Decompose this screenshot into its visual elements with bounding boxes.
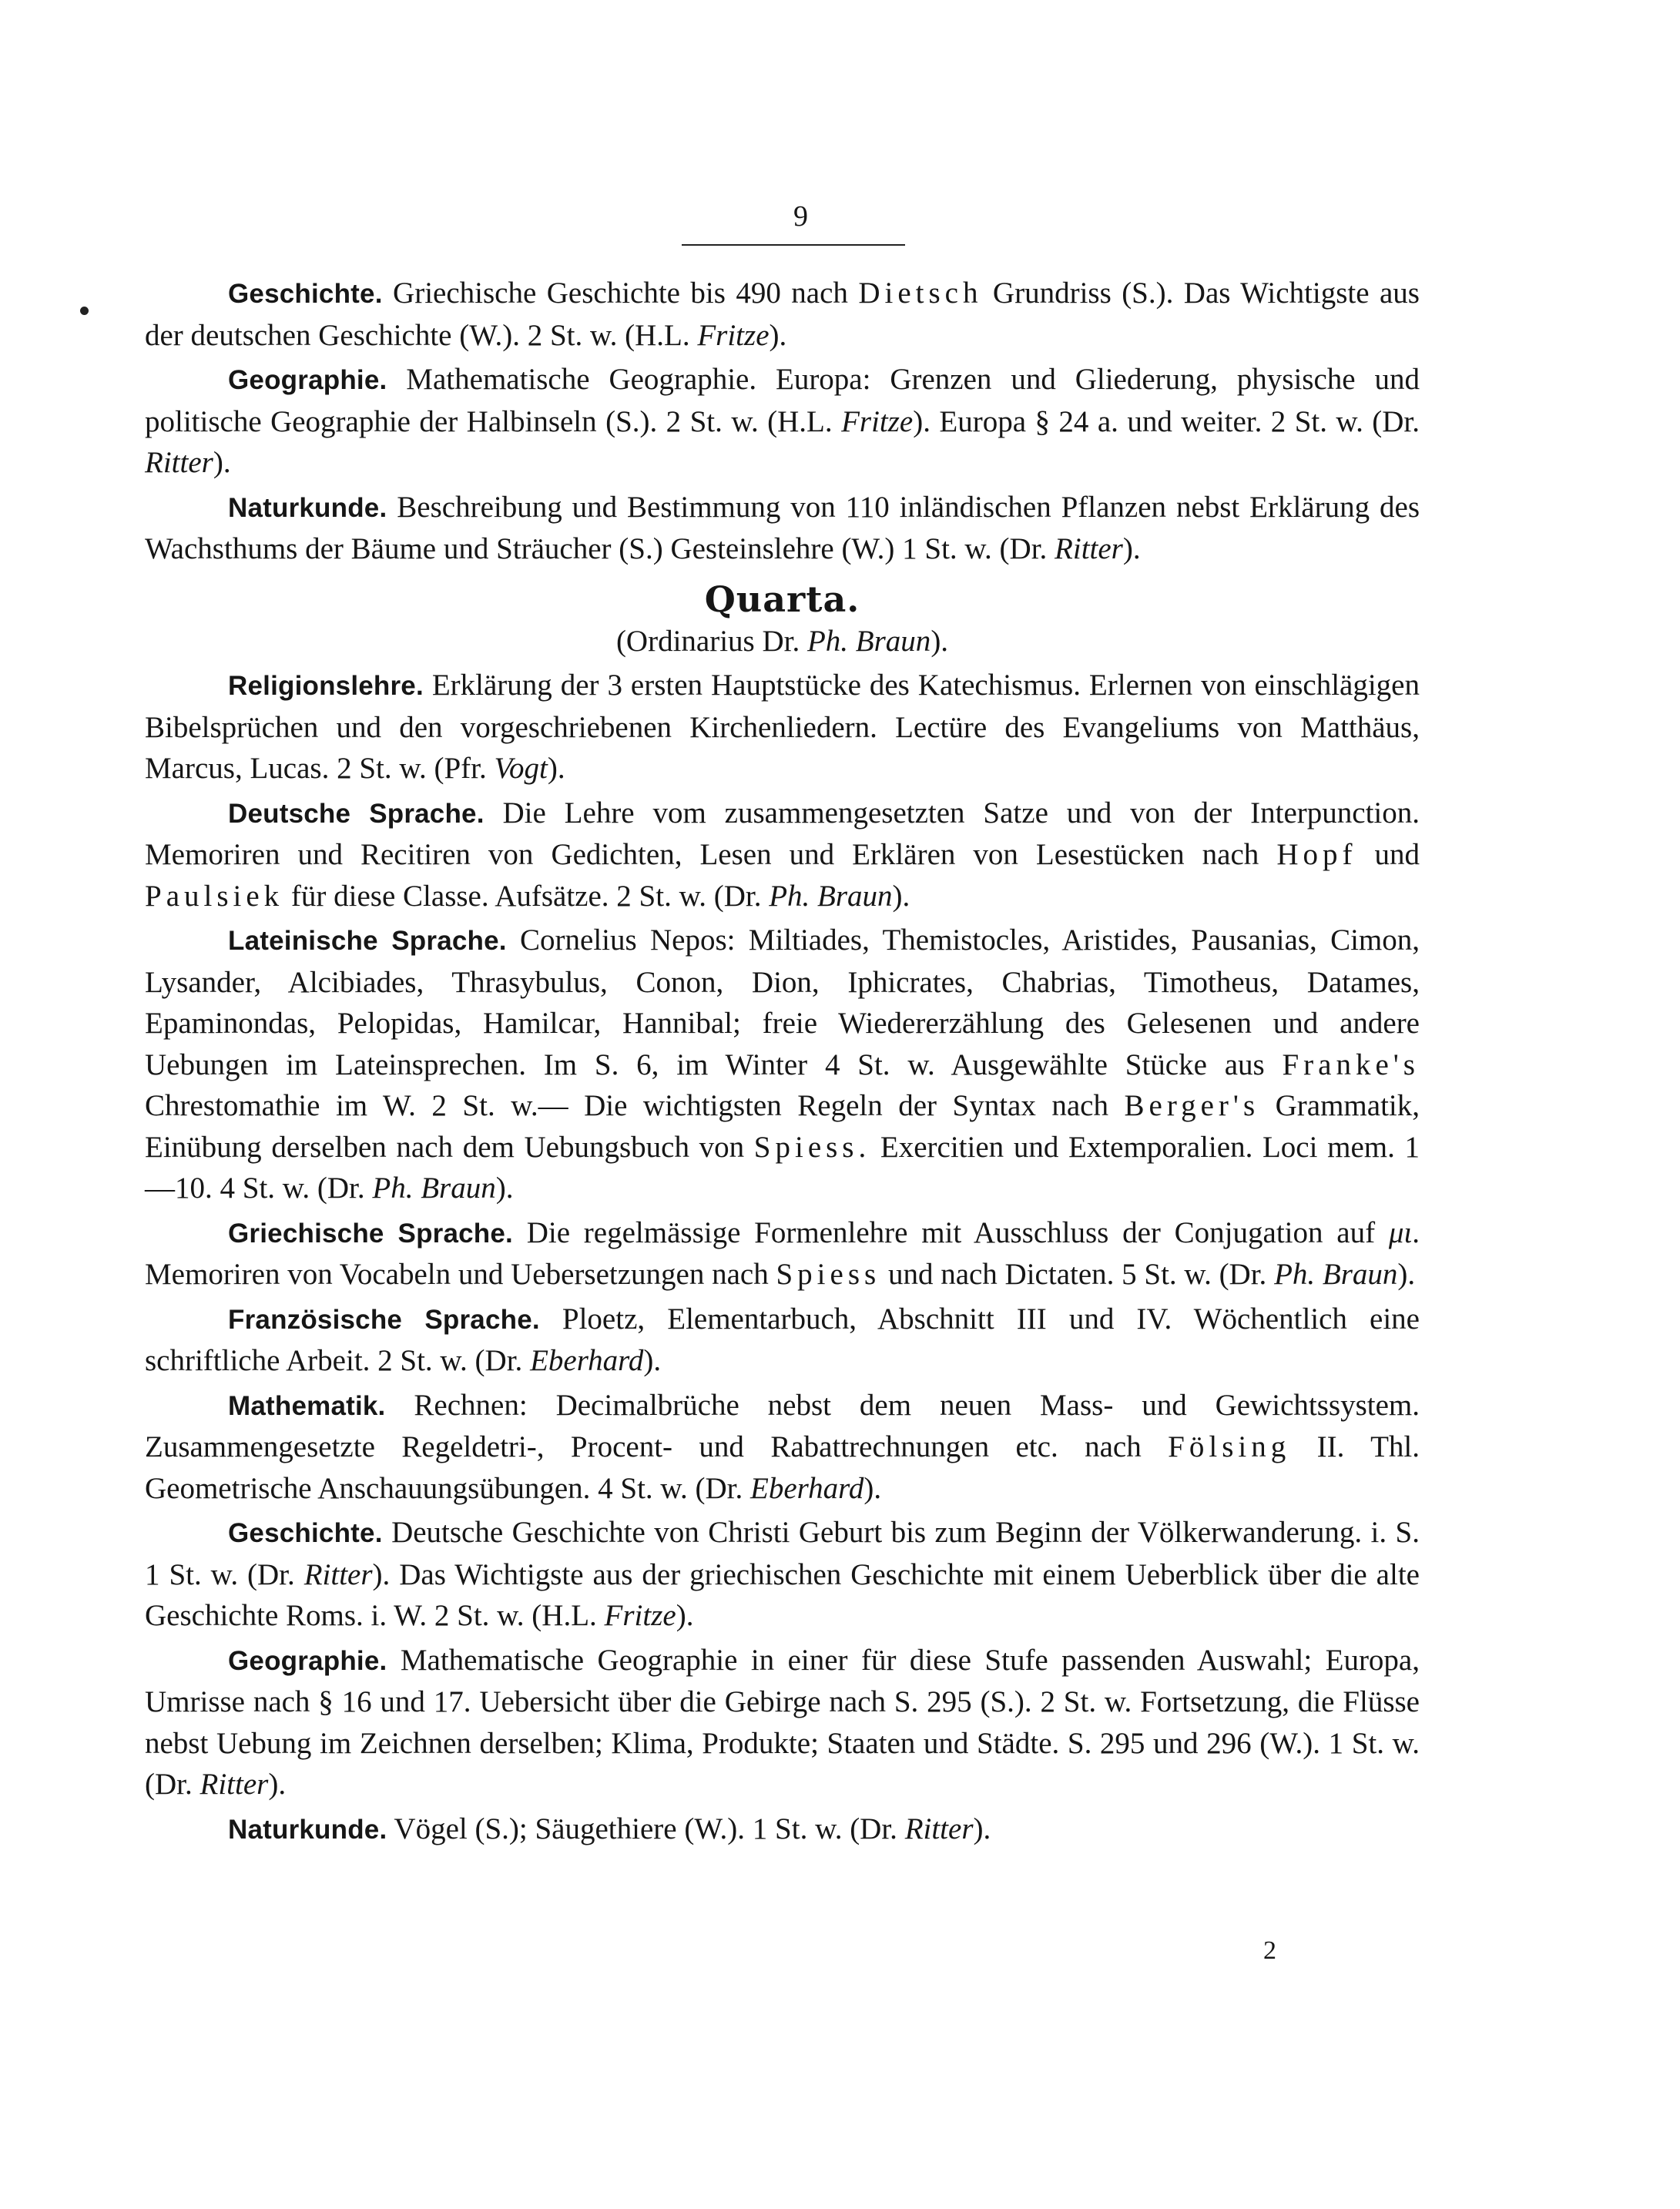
paragraph-mathematik — [145, 1385, 1420, 1510]
paragraph-text: ). — [863, 1471, 882, 1505]
paragraph-griechische-sprache — [145, 1212, 1420, 1296]
subject-heading: Griechische Sprache. — [228, 1218, 513, 1249]
teacher-name: Vogt — [494, 752, 548, 785]
paragraph-text: Grundriss (S.). Das Wichtigste aus der deutschen Geschichte (W.). 2 St. w. (H.L. — [145, 277, 1420, 352]
teacher-name: Eberhard — [530, 1344, 644, 1377]
teacher-name: Ritter — [1055, 532, 1123, 565]
page-content — [145, 273, 1420, 1850]
author-name: Berger's — [1124, 1089, 1260, 1122]
paragraph-text: Erklärung der 3 ersten Hauptstücke des Katechismus. Erlernen von einschlägigen Bibelsprüchen und den vorgeschriebenen Kirchenliedern. Lectüre des Evangeliums von Matthäus, Marcus, Lucas. 2 St. w. (Pfr. — [145, 669, 1420, 785]
ordinarius-text: (Ordinarius Dr. — [615, 624, 807, 658]
paragraph-geographie-upper — [145, 359, 1420, 484]
paragraph-text: Grammatik, Einübung derselben nach dem Uebungsbuch von — [145, 1089, 1420, 1164]
paragraph-text: Deutsche Geschichte von Christi Geburt bis zum Beginn der Völkerwanderung. i. S. 1 St. w. (Dr. — [145, 1516, 1420, 1591]
subject-heading: Geographie. — [228, 1645, 387, 1676]
subject-heading: Französische Sprache. — [228, 1304, 540, 1335]
paragraph-text: ). Europa § 24 a. und weiter. 2 St. w. (Dr. — [913, 404, 1420, 438]
author-name: Dietsch — [858, 277, 983, 310]
paragraph-naturkunde-quarta — [145, 1808, 1420, 1851]
paragraph-text: Exercitien und Extemporalien. Loci mem. 1—10. 4 St. w. (Dr. — [145, 1130, 1420, 1205]
teacher-name: Ph. Braun — [1274, 1258, 1398, 1291]
author-name: Franke's — [1282, 1048, 1420, 1081]
subject-heading: Lateinische Sprache. — [228, 926, 507, 956]
author-name: Spiess — [776, 1258, 881, 1291]
author-name: Fölsing — [1168, 1430, 1291, 1463]
paragraph-text: Vögel (S.); Säugethiere (W.). 1 St. w. (Dr. — [387, 1812, 905, 1845]
paragraph-text: ). — [892, 879, 910, 913]
subject-heading: Naturkunde. — [228, 492, 387, 523]
subject-heading: Geschichte. — [228, 279, 383, 309]
paragraph-text: ). — [643, 1344, 662, 1377]
teacher-name: Fritze — [697, 318, 770, 352]
paragraph-text: ). — [1122, 532, 1141, 565]
teacher-name: Fritze — [604, 1599, 676, 1632]
teacher-name: Ritter — [904, 1812, 974, 1845]
teacher-name: Ph. Braun — [769, 879, 893, 913]
page-number: 9 — [793, 200, 808, 233]
paragraph-text: . Memoriren von Vocabeln und Uebersetzungen nach — [145, 1215, 1420, 1291]
paragraph-religionslehre — [145, 665, 1420, 789]
subject-heading: Deutsche Sprache. — [228, 798, 485, 829]
subject-heading: Mathematik. — [228, 1390, 386, 1421]
paragraph-geschichte-upper — [145, 273, 1420, 356]
paragraph-text: Rechnen: Decimalbrüche nebst dem neuen Mass- und Gewichtssystem. Zusammengesetzte Regeldetri-, Procent- und Rabattrechnungen etc. nach — [145, 1388, 1420, 1463]
header-rule — [682, 244, 905, 246]
section-ordinarius — [145, 621, 1420, 662]
paragraph-text: Cornelius Nepos: Miltiades, Themistocles, Aristides, Pausanias, Cimon, Lysander, Alcibiades, Thrasybulus, Conon, Dion, Iphicrates, Chabrias, Timotheus, Datames, Epaminondas, Pelopidas, Hamilcar, Hannibal; freie Wiedererzählung des Gelesenen und andere Uebungen im Lateinsprechen. Im S. 6, im Winter 4 St. w. Ausgewählte Stücke aus — [145, 923, 1420, 1081]
paragraph-text: ). — [1397, 1258, 1416, 1291]
paragraph-text: ). — [973, 1812, 991, 1845]
paragraph-text: Chrestomathie im W. 2 St. w.— Die wichtigsten Regeln der Syntax nach — [145, 1089, 1125, 1122]
subject-heading: Naturkunde. — [228, 1814, 387, 1845]
margin-dot — [80, 307, 89, 315]
paragraph-text: Griechische Geschichte bis 490 nach — [382, 277, 859, 310]
author-name: Spiess. — [753, 1130, 871, 1164]
ordinarius-text: ). — [931, 624, 949, 658]
teacher-name: Ritter — [303, 1557, 373, 1591]
teacher-name: Ritter — [145, 446, 213, 479]
paragraph-text: und nach Dictaten. 5 St. w. (Dr. — [880, 1258, 1275, 1291]
teacher-name: Ph. Braun — [372, 1172, 496, 1205]
paragraph-text: und — [1356, 838, 1420, 871]
section-title: Quarta. — [704, 578, 860, 620]
paragraph-text: Die Lehre vom zusammengesetzten Satze und von der Interpunction. Memoriren und Recitiren von Gedichten, Lesen und Erklären von Lesestücken nach — [145, 796, 1420, 871]
paragraph-text: ). — [547, 752, 565, 785]
subject-heading: Geschichte. — [228, 1518, 383, 1548]
paragraph-text: ). — [676, 1599, 694, 1632]
paragraph-text: ). — [268, 1768, 287, 1801]
paragraph-geschichte-quarta — [145, 1512, 1420, 1637]
paragraph-text: Ploetz, Elementarbuch, Abschnitt III und IV. Wöchentlich eine schriftliche Arbeit. 2 St. w. (Dr. — [145, 1302, 1420, 1377]
greek-term: μι — [1388, 1215, 1413, 1249]
paragraph-text: Mathematische Geographie. Europa: Grenzen und Gliederung, physische und politische Geographie der Halbinseln (S.). 2 St. w. (H.L. — [145, 363, 1420, 438]
paragraph-naturkunde-upper — [145, 487, 1420, 570]
paragraph-text: ). — [213, 446, 231, 479]
paragraph-text: ). — [495, 1172, 514, 1205]
teacher-name: Ritter — [200, 1768, 269, 1801]
paragraph-text: Die regelmässige Formenlehre mit Ausschluss der Conjugation auf — [512, 1215, 1389, 1249]
author-name: Paulsiek — [145, 879, 284, 913]
paragraph-deutsche-sprache — [145, 793, 1420, 917]
teacher-name: Fritze — [841, 404, 914, 438]
paragraph-geographie-quarta — [145, 1640, 1420, 1805]
paragraph-lateinische-sprache — [145, 920, 1420, 1209]
paragraph-franzoesische-sprache — [145, 1299, 1420, 1382]
subject-heading: Religionslehre. — [228, 671, 424, 701]
paragraph-text: ). — [769, 318, 787, 352]
subject-heading: Geographie. — [228, 365, 387, 395]
paragraph-text: II. Thl. Geometrische Anschauungsübungen. 4 St. w. (Dr. — [145, 1430, 1420, 1505]
teacher-name: Eberhard — [750, 1471, 864, 1505]
paragraph-text: Beschreibung und Bestimmung von 110 inländischen Pflanzen nebst Erklärung des Wachsthums der Bäume und Sträucher (S.) Gesteinslehre (W.) 1 St. w. (Dr. — [145, 490, 1420, 565]
paragraph-text: für diese Classe. Aufsätze. 2 St. w. (Dr. — [283, 879, 770, 913]
paragraph-text: Mathematische Geographie in einer für diese Stufe passenden Auswahl; Europa, Umrisse nach § 16 und 17. Uebersicht über die Gebirge nach S. 295 (S.). 2 St. w. Fortsetzung, die Flüsse nebst Uebung im Zeichnen derselben; Klima, Produkte; Staaten und Städte. S. 295 und 296 (W.). 1 St. w. (Dr. — [145, 1643, 1420, 1801]
sheet-signature: 2 — [1263, 1936, 1276, 1965]
author-name: Hopf — [1276, 838, 1357, 871]
paragraph-text: ). Das Wichtigste aus der griechischen Geschichte mit einem Ueberblick über die alte Geschichte Roms. i. W. 2 St. w. (H.L. — [145, 1557, 1420, 1632]
teacher-name: Ph. Braun — [806, 624, 931, 658]
